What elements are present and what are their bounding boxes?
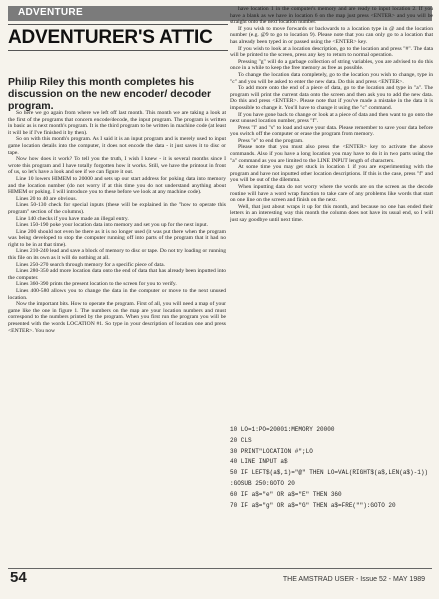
- body-paragraph: Lines 250-270 search through memory for a specific piece of data.: [16, 261, 165, 268]
- body-paragraph: Lines 50-130 check for special inputs (these will be explained in the "how to operate this program" section of the columns).: [8, 202, 226, 215]
- body-paragraph: Lines 360-390 prints the present location to the screen for you to verify.: [16, 281, 177, 288]
- article-title: ADVENTURER'S ATTIC: [8, 27, 213, 48]
- body-paragraph: When inputting data do not worry where the words are on the screen as the decode routine will have a word wrap function to take care of any problems like words that start on one line on the screen and finish on the next.: [230, 184, 433, 204]
- code-line: 50 IF LEFT$(a$,1)="@" THEN LO=VAL(RIGHT$(a$,LEN(a$)-1)): [230, 469, 429, 477]
- body-column-right: [230, 6, 433, 418]
- body-paragraph: have location 1 in the computer's memory and are ready to input location 2. If you have a blank as we have in location 6 on the map just press <ENTER> and you will be straight onto the next location number.: [230, 6, 433, 26]
- code-line: 20 CLS: [230, 436, 252, 444]
- body-paragraph: Line 140 checks if you have made an illegal entry.: [16, 215, 129, 222]
- section-label: ADVENTURE: [18, 7, 83, 18]
- footer-rule: [8, 568, 432, 569]
- body-paragraph: At some time you may get stuck in location 1 if you are experimenting with the program and have not inputted other location descriptions. If this is the case, press "f" and you will be out of the dilemma.: [230, 164, 433, 184]
- body-paragraph: Press "l" and "s" to load and save your data. Please remember to save your data before you switch off the computer or erase the program from memory.: [230, 124, 433, 138]
- page-number: 54: [10, 569, 27, 586]
- title-bottom-rule: [8, 50, 228, 51]
- body-paragraph: If you wish to look at a location description, go to the location and press "#". The data will be printed to the screen, press any key to return to normal operation.: [230, 45, 433, 59]
- body-paragraph: Lines 20 to 40 are obvious.: [16, 195, 77, 202]
- body-column-left: [8, 110, 226, 560]
- code-line: 60 IF a$="e" OR a$="E" THEN 360: [230, 490, 342, 498]
- body-paragraph: To add more onto the end of a piece of data, go to the location and type in "a". The program will print the current data onto the screen and then ask you to add the new data. Do this and press <ENTER>. Please note that if you've made a mistake in the data it is impossible to change it. You'll have to change it using the "c" command.: [230, 85, 433, 111]
- body-paragraph: To change the location data completely, go to the location you wish to change, type in "c" and you will be asked to enter the new data. Do this and press <ENTER>.: [230, 71, 433, 85]
- body-paragraph: Lines 400-580 allows you to change the data in the computer or move to the next unused location.: [8, 288, 226, 301]
- body-paragraph: Please note that you must also press the <ENTER> key to activate the above commands. Also if you have a long location you may have to do it in two parts using the "a" command as you are limited to the LINE INPUT length of characters.: [230, 144, 433, 164]
- body-paragraph: Pressing "g" will do a garbage collection of string variables, you are advised to do this once in a while to keep the free memory as free as possible.: [230, 58, 433, 72]
- code-line: 70 IF a$="g" OR a$="G" THEN a$=FRE(""):GOTO 20: [230, 501, 396, 509]
- body-paragraph: If you have gone back to change or look at a piece of data and then want to go onto the next unused location number, press "f".: [230, 111, 433, 125]
- body-paragraph: Press "e" to end the program.: [238, 137, 304, 144]
- code-line: 30 PRINT"LOCATION #";LO: [230, 447, 313, 455]
- body-paragraph: So on with this month's program. As I said it is an input program and is merely used to input game location details into the computer, it does not encode the data - it just saves it to disc or tape.: [8, 136, 226, 156]
- body-paragraph: Lines 280-350 add more location data onto the end of data that has already been inputted into the computer.: [8, 268, 226, 281]
- title-top-rule: [8, 24, 228, 25]
- body-paragraph: Well, that just about wraps it up for this month, and because no one has ended their letters in an interesting way this month the column does not have its usual end, so I will just say goodbye until next time.: [230, 203, 433, 223]
- basic-program-listing: [230, 425, 435, 552]
- body-paragraph: So here we go again from where we left off last month. This month we are taking a look at the first of the programs that concern encode/decode, the input program. The program is written in basic as is next month's program. It is the third program to be written in machine code (at least it will be if I've finished it by then).: [8, 110, 226, 136]
- body-paragraph: Lines 150-190 poke your location data into memory and set you up for the next input.: [16, 222, 209, 229]
- body-paragraph: Now the important bits. How to operate the program. First of all, you will need a map of your game like the one in figure 1. The numbers on the map are your location numbers and must correspond to the numbers printed by the program. When you first run the program you will be presented with the words LOCATION #1. So type in your description of location one and press <ENTER>. You now: [8, 301, 226, 334]
- body-paragraph: Line 10 lowers HIMEM to 20000 and sets up our start address for poking data into memory and the location number (do not worry if at this time you do not understand anything about HIMEM or poking. I will introduce you to these before we look at any machine code).: [8, 175, 226, 196]
- code-line: 10 LO=1:PO=20001:MEMORY 20000: [230, 426, 335, 433]
- body-paragraph: If you wish to move forwards or backwards to a location type in @ and the location number (e.g. @9 to go to location 9). Please note that you can only go to a location that has already been typed in or passed using the <ENTER> key.: [230, 25, 433, 45]
- issue-footer: THE AMSTRAD USER - Issue 52 - MAY 1989: [282, 576, 425, 583]
- body-paragraph: Now how does it work? To tell you the truth, I wish I knew - it is several months since I wrote this program and I have totally forgotten how it works. Still, we have the printout in front of us, so let's have a look and see if we can figure it out.: [8, 156, 226, 176]
- body-paragraph: Lines 210-240 lead and save a block of memory to disc or tape. Do not try loading or running this file on its own as it will do nothing at all.: [8, 248, 226, 262]
- code-line: 40 LINE INPUT a$: [230, 458, 288, 466]
- body-paragraph: Line 200 should not even be there as it is no longer used (it was put there when the program was being developed to stop the computer running off into parts of the program that it had no right to be in at that time).: [8, 228, 226, 248]
- article-standfirst: Philip Riley this month completes his discussion on the new encoder/ decoder program.: [8, 76, 212, 112]
- code-line: :GOSUB 250:GOTO 20: [230, 479, 295, 487]
